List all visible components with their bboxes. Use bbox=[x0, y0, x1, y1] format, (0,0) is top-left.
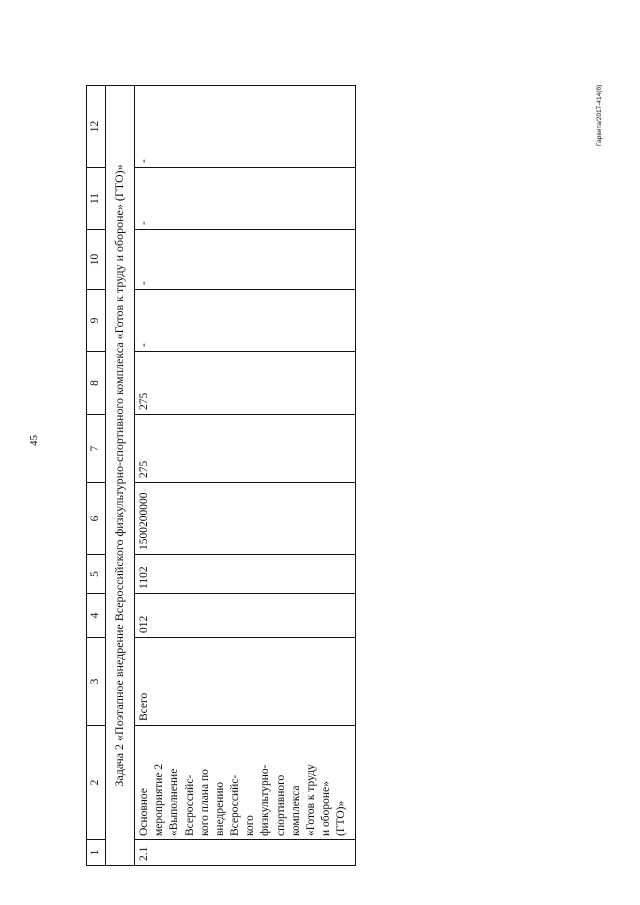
column-number: 1 bbox=[87, 840, 106, 866]
column-number: 3 bbox=[87, 638, 106, 726]
value-col-12: - bbox=[135, 86, 356, 168]
funding-source: Всего bbox=[135, 638, 356, 726]
value-col-10: - bbox=[135, 230, 356, 290]
value-col-11: - bbox=[135, 168, 356, 230]
task-title: Задача 2 «Поэтапное внедрение Всероссийского физкультурно-спортивного комплекса «Готов к труду и обороне» (ГТО)» bbox=[106, 86, 135, 866]
section-code: 1102 bbox=[135, 555, 356, 594]
column-number: 12 bbox=[87, 86, 106, 168]
column-number: 7 bbox=[87, 415, 106, 483]
page-number: 45 bbox=[28, 435, 40, 446]
column-number: 2 bbox=[87, 726, 106, 840]
task-title-row bbox=[106, 86, 135, 866]
column-number: 10 bbox=[87, 230, 106, 290]
column-number: 4 bbox=[87, 594, 106, 638]
column-number: 5 bbox=[87, 555, 106, 594]
column-number: 6 bbox=[87, 483, 106, 555]
budget-table bbox=[86, 85, 356, 866]
column-number: 8 bbox=[87, 352, 106, 415]
document-stamp: Гарвита/2017-414(б) bbox=[596, 84, 603, 146]
value-col-8: 275 bbox=[135, 352, 356, 415]
row-number: 2.1 bbox=[135, 840, 356, 866]
budget-table-frame bbox=[86, 86, 348, 866]
value-col-9: - bbox=[135, 290, 356, 352]
value-col-7: 275 bbox=[135, 415, 356, 483]
column-number: 11 bbox=[87, 168, 106, 230]
target-article-code: 1500200000 bbox=[135, 483, 356, 555]
column-number-row bbox=[87, 86, 106, 866]
column-number: 9 bbox=[87, 290, 106, 352]
table-row bbox=[135, 86, 356, 866]
measure-name: Основное мероприятие 2 «Выполнение Всероссийс- кого плана по внедрению Всероссийс- кого физкультурно- спортивного комплекса «Готов к труду и обороне» (ГТО)» bbox=[135, 726, 356, 840]
grbs-code: 012 bbox=[135, 594, 356, 638]
